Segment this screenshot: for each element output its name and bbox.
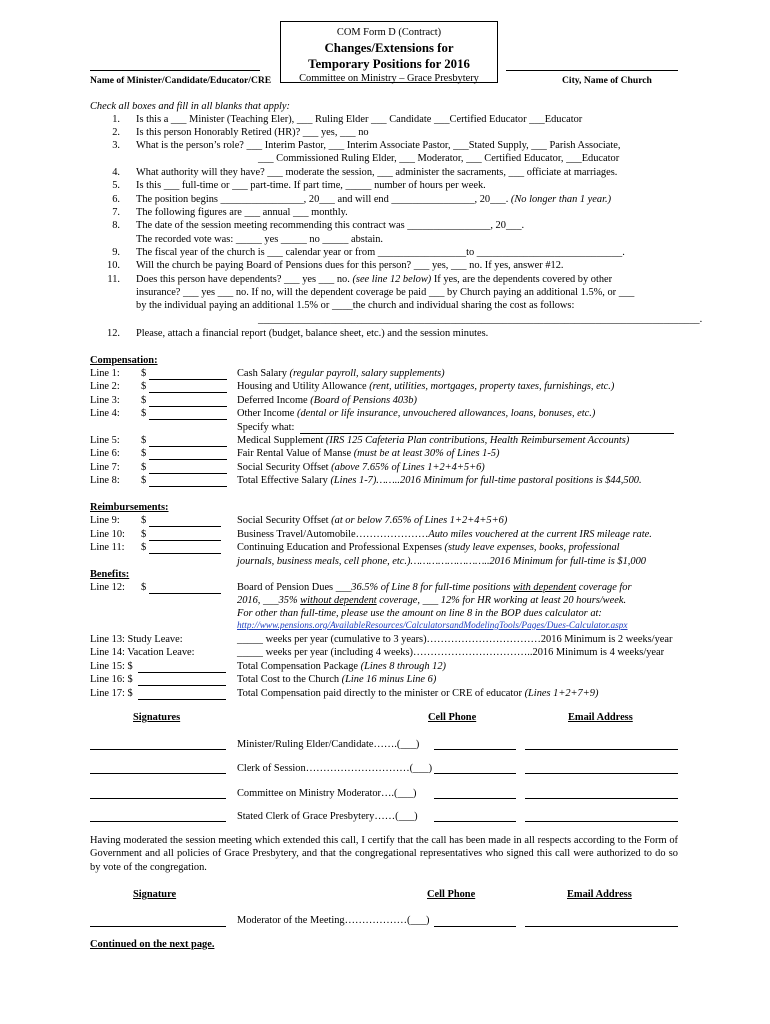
question-text	[136, 299, 574, 312]
line-desc-italic: (must be at least 30% of Lines 1-5)	[353, 448, 500, 459]
total-amount-field[interactable]	[138, 672, 226, 673]
form-code: COM Form D (Contract)	[336, 27, 442, 38]
dollar-sign: $	[141, 448, 147, 459]
line-description	[237, 528, 652, 541]
instructions: Check all boxes and fill in all blanks that apply:	[90, 101, 290, 112]
signer-role: Stated Clerk of Grace Presbytery……(___)	[237, 811, 418, 822]
line-desc-main: Housing and Utility Allowance	[237, 381, 370, 392]
reimbursements-heading: Reimbursements:	[90, 502, 169, 513]
question-number: 6.	[112, 194, 120, 205]
line12-text1b: 36.5% of Line 8 for full-time positions	[351, 582, 513, 593]
question-text	[136, 166, 617, 179]
line-label: Line 7:	[90, 462, 120, 473]
signature-line[interactable]	[90, 798, 226, 799]
amount-field[interactable]	[149, 473, 227, 474]
line14-text: _____ weeks per year (including 4 weeks)……………………………..2016 Minimum is 4 weeks/year	[237, 647, 665, 658]
question-tail: If yes, are the dependents covered by other	[431, 274, 613, 285]
line-label: Line 10:	[90, 529, 125, 540]
question-number: 4.	[112, 167, 120, 178]
phone-line[interactable]	[434, 821, 516, 822]
question-main: Is this a ___ Minister (Teaching Eler), ___ Ruling Elder ___ Candidate ___Certified Educator ___Educator	[136, 114, 583, 125]
amount-field[interactable]	[149, 553, 221, 554]
amount-field[interactable]	[149, 540, 221, 541]
line12-text1a: Board of Pension Dues ___	[237, 582, 352, 593]
question-text	[136, 327, 488, 340]
question-text	[258, 313, 702, 326]
line12-amount-field[interactable]	[149, 593, 221, 594]
total-desc-main: Total Cost to the Church	[237, 674, 342, 685]
signature-heading: Signature	[133, 889, 177, 900]
question-main: by the individual paying an additional 1.5% or ____the church and individual sharing the cost as follows:	[136, 300, 575, 311]
question-main: The fiscal year of the church is ___ calendar year or from _________________to ____________________________.	[136, 247, 625, 258]
line12-text2c: coverage, ___ 12% for HR working at least 20 hours/week.	[376, 595, 627, 606]
question-main: What is the person’s role? ___ Interim Pastor, ___ Interim Associate Pastor, ___Stated Supply, ___ Parish Associate,	[136, 140, 621, 151]
amount-field[interactable]	[149, 526, 221, 527]
question-text	[136, 259, 564, 272]
line-desc-main: Medical Supplement	[237, 435, 326, 446]
question-italic: (see line 12 below)	[349, 274, 432, 285]
amount-field[interactable]	[149, 419, 227, 420]
question-text	[258, 152, 619, 165]
line-desc-main: Fair Rental Value of Manse	[237, 448, 354, 459]
line-description	[237, 407, 595, 420]
line-desc-main: Business Travel/Automobile…………………	[237, 529, 429, 540]
dollar-sign: $	[141, 381, 147, 392]
question-number: 5.	[112, 180, 120, 191]
line-description	[237, 434, 629, 447]
moderator-row-label: Moderator of the Meeting………………(___)	[237, 915, 430, 926]
question-main: The recorded vote was: _____ yes _____ no _____ abstain.	[136, 234, 384, 245]
line12-dollar: $	[141, 582, 147, 593]
question-main: Is this ___ full-time or ___ part-time. If part time, _____ number of hours per week.	[136, 180, 486, 191]
line-desc-italic: (at or below 7.65% of Lines 1+2+4+5+6)	[331, 515, 508, 526]
line12-text2	[237, 594, 626, 607]
signer-role: Committee on Ministry Moderator….(___)	[237, 788, 417, 799]
line-label: Line 11:	[90, 542, 125, 553]
question-main: The following figures are ___ annual ___ monthly.	[136, 207, 348, 218]
line-label: Line 2:	[90, 381, 120, 392]
question-main: The date of the session meeting recommending this contract was ________________, 20___.	[136, 220, 525, 231]
bop-calculator-link[interactable]: http://www.pensions.org/AvailableResources/CalculatorsandModelingTools/Pages/Dues-Calculator.aspx	[237, 621, 628, 631]
signatures-heading: Signatures	[133, 712, 181, 723]
line-desc-italic: Auto miles vouchered at the current IRS mileage rate.	[428, 529, 652, 540]
name-label: Name of Minister/Candidate/Educator/CRE	[90, 75, 272, 86]
line-description	[237, 380, 614, 393]
line-desc-main: Specify what:	[237, 422, 295, 433]
question-text	[136, 206, 348, 219]
signer-role: Minister/Ruling Elder/Candidate…….(___)	[237, 739, 420, 750]
church-label: City, Name of Church	[562, 75, 652, 86]
line-desc-italic: (IRS 125 Cafeteria Plan contributions, Health Reimbursement Accounts)	[325, 435, 630, 446]
line-description	[237, 367, 445, 380]
question-number: 3.	[112, 140, 120, 151]
signature-line[interactable]	[90, 773, 226, 774]
line12-text1d: coverage for	[576, 582, 632, 593]
church-blank-line[interactable]	[506, 70, 678, 71]
line-desc-italic: (study leave expenses, books, professional	[444, 542, 620, 553]
question-text	[136, 246, 625, 259]
total-line-description	[237, 660, 446, 673]
form-title-line1: Changes/Extensions for	[324, 41, 454, 55]
question-main: ___ Commissioned Ruling Elder, ___ Moderator, ___ Certified Educator, ___Educator	[258, 153, 620, 164]
amount-field[interactable]	[149, 446, 227, 447]
question-text	[136, 193, 611, 206]
line13-label: Line 13: Study Leave:	[90, 634, 183, 645]
question-main: _____________________________________________________________________________________.	[258, 314, 703, 325]
moderator-signature-line[interactable]	[90, 926, 226, 927]
moderator-phone-line[interactable]	[434, 926, 516, 927]
amount-field[interactable]	[149, 459, 227, 460]
question-text	[136, 113, 582, 126]
line-label: Line 1:	[90, 368, 120, 379]
question-text	[136, 179, 486, 192]
line-description	[237, 514, 507, 527]
line-desc-italic: (Board of Pensions 403b)	[310, 395, 417, 406]
line-desc-main: Social Security Offset	[237, 462, 332, 473]
question-main: Is this person Honorably Retired (HR)? ___ yes, ___ no	[136, 127, 369, 138]
compensation-heading: Compensation:	[90, 355, 158, 366]
question-number: 10.	[107, 260, 120, 271]
question-number: 12.	[107, 328, 120, 339]
phone-line[interactable]	[434, 773, 516, 774]
line-desc-italic: (dental or life insurance, unvouchered allowances, loans, bonuses, etc.)	[297, 408, 596, 419]
question-number: 2.	[112, 127, 120, 138]
name-blank-line[interactable]	[90, 70, 260, 71]
signer-role: Clerk of Session…………………………(___)	[237, 763, 433, 774]
question-italic: (No longer than 1 year.)	[508, 194, 612, 205]
total-line-label: Line 16: $	[90, 674, 133, 685]
line12-text2b: without dependent	[300, 595, 377, 606]
question-main: insurance? ___ yes ___ no. If no, will the dependent coverage be paid ___ by Church paying an additional 1.5%, or ___	[136, 287, 635, 298]
line-description	[237, 421, 294, 434]
line-description	[237, 461, 485, 474]
line13-text: _____ weeks per year (cumulative to 3 years)……………………………2016 Minimum is 2 weeks/year	[237, 634, 673, 645]
line-label: Line 5:	[90, 435, 120, 446]
total-line-label: Line 15: $	[90, 661, 133, 672]
certification-text: Having moderated the session meeting which extended this call, I certify that the call has been made in all respects according to the Form of Government and all policies of Grace Presbytery, and that the congregational representatives who signed this call were authorized to do so by vote of the congregation.	[90, 835, 678, 873]
signature-line[interactable]	[90, 821, 226, 822]
dollar-sign: $	[141, 515, 147, 526]
line-label: Line 9:	[90, 515, 120, 526]
line-desc-main: Deferred Income	[237, 395, 311, 406]
cell-phone-heading-2: Cell Phone	[427, 889, 476, 900]
total-line-description	[237, 673, 436, 686]
line-desc-italic: (regular payroll, salary supplements)	[289, 368, 445, 379]
line-label: Line 8:	[90, 475, 120, 486]
line-desc-main: Total Effective Salary	[237, 475, 331, 486]
dollar-sign: $	[141, 408, 147, 419]
total-desc-main: Total Compensation Package	[237, 661, 361, 672]
phone-line[interactable]	[434, 798, 516, 799]
dollar-sign: $	[141, 368, 147, 379]
question-number: 1.	[112, 114, 120, 125]
line11-continuation: journals, business meals, cell phone, etc.)……………………..2016 Minimum for full-time is $1,000	[237, 556, 646, 567]
amount-field[interactable]	[149, 392, 227, 393]
total-line-label: Line 17: $	[90, 688, 133, 699]
question-main: Please, attach a financial report (budget, balance sheet, etc.) and the session minutes.	[136, 328, 489, 339]
amount-field[interactable]	[149, 486, 227, 487]
form-title-box	[280, 21, 498, 83]
question-text	[136, 219, 524, 232]
cell-phone-heading: Cell Phone	[428, 712, 477, 723]
line-description	[237, 447, 499, 460]
question-text	[136, 286, 634, 299]
question-main: Will the church be paying Board of Pensions dues for this person? ___ yes, ___ no. If yes, answer #12.	[136, 260, 564, 271]
email-line[interactable]	[525, 821, 678, 822]
dollar-sign: $	[141, 395, 147, 406]
question-number: 8.	[112, 220, 120, 231]
line-desc-main: Other Income	[237, 408, 298, 419]
line-description	[237, 541, 620, 554]
question-text	[136, 273, 612, 286]
line12-text3: For other than full-time, please use the amount on line 8 in the BOP dues calculator at:	[237, 608, 602, 619]
amount-field[interactable]	[149, 406, 227, 407]
line14-label: Line 14: Vacation Leave:	[90, 647, 195, 658]
total-desc-italic: (Line 16 minus Line 6)	[341, 674, 437, 685]
email-line[interactable]	[525, 773, 678, 774]
line-desc-italic: (rent, utilities, mortgages, property taxes, furnishings, etc.)	[369, 381, 615, 392]
moderator-email-line[interactable]	[525, 926, 678, 927]
email-line[interactable]	[525, 749, 678, 750]
question-main: Does this person have dependents? ___ yes ___ no.	[136, 274, 350, 285]
dollar-sign: $	[141, 542, 147, 553]
dollar-sign: $	[141, 462, 147, 473]
question-number: 7.	[112, 207, 120, 218]
line12-text1c: with dependent	[512, 582, 577, 593]
line-label: Line 6:	[90, 448, 120, 459]
total-amount-field[interactable]	[138, 685, 226, 686]
phone-line[interactable]	[434, 749, 516, 750]
question-number: 11.	[107, 274, 120, 285]
email-heading: Email Address	[568, 712, 633, 723]
line-desc-main: Cash Salary	[237, 368, 290, 379]
line-description	[237, 394, 417, 407]
dollar-sign: $	[141, 435, 147, 446]
question-number: 9.	[112, 247, 120, 258]
amount-field[interactable]	[149, 379, 227, 380]
question-main: What authority will they have? ___ moderate the session, ___ administer the sacraments, ___ officiate at marriages.	[136, 167, 618, 178]
line-desc-main: Social Security Offset	[237, 515, 332, 526]
benefits-heading: Benefits:	[90, 569, 130, 580]
dollar-sign: $	[141, 529, 147, 540]
total-amount-field[interactable]	[138, 699, 226, 700]
continued-note: Continued on the next page.	[90, 939, 215, 950]
question-text	[136, 233, 383, 246]
line-label: Line 3:	[90, 395, 120, 406]
signature-line[interactable]	[90, 749, 226, 750]
total-line-description	[237, 687, 598, 700]
line12-text2a: 2016, ___35%	[237, 595, 301, 606]
line12-text1	[237, 581, 632, 594]
line-label: Line 4:	[90, 408, 120, 419]
question-text	[136, 139, 620, 152]
email-heading-2: Email Address	[567, 889, 632, 900]
question-text	[136, 126, 369, 139]
line-desc-italic: (Lines 1-7)……..2016 Minimum for full-time pastoral positions is $44,500.	[330, 475, 642, 486]
line-desc-main: Continuing Education and Professional Expenses	[237, 542, 445, 553]
line-description	[237, 474, 642, 487]
total-desc-main: Total Compensation paid directly to the minister or CRE of educator	[237, 688, 525, 699]
line12-label: Line 12:	[90, 582, 125, 593]
email-line[interactable]	[525, 798, 678, 799]
committee-name: Committee on Ministry – Grace Presbytery	[299, 73, 479, 84]
line-desc-italic: (above 7.65% of Lines 1+2+4+5+6)	[331, 462, 485, 473]
question-main: The position begins ________________, 20___ and will end ________________, 20___.	[136, 194, 509, 205]
total-desc-italic: (Lines 1+2+7+9)	[524, 688, 599, 699]
total-desc-italic: (Lines 8 through 12)	[360, 661, 446, 672]
dollar-sign: $	[141, 475, 147, 486]
form-title-line2: Temporary Positions for 2016	[308, 57, 470, 71]
